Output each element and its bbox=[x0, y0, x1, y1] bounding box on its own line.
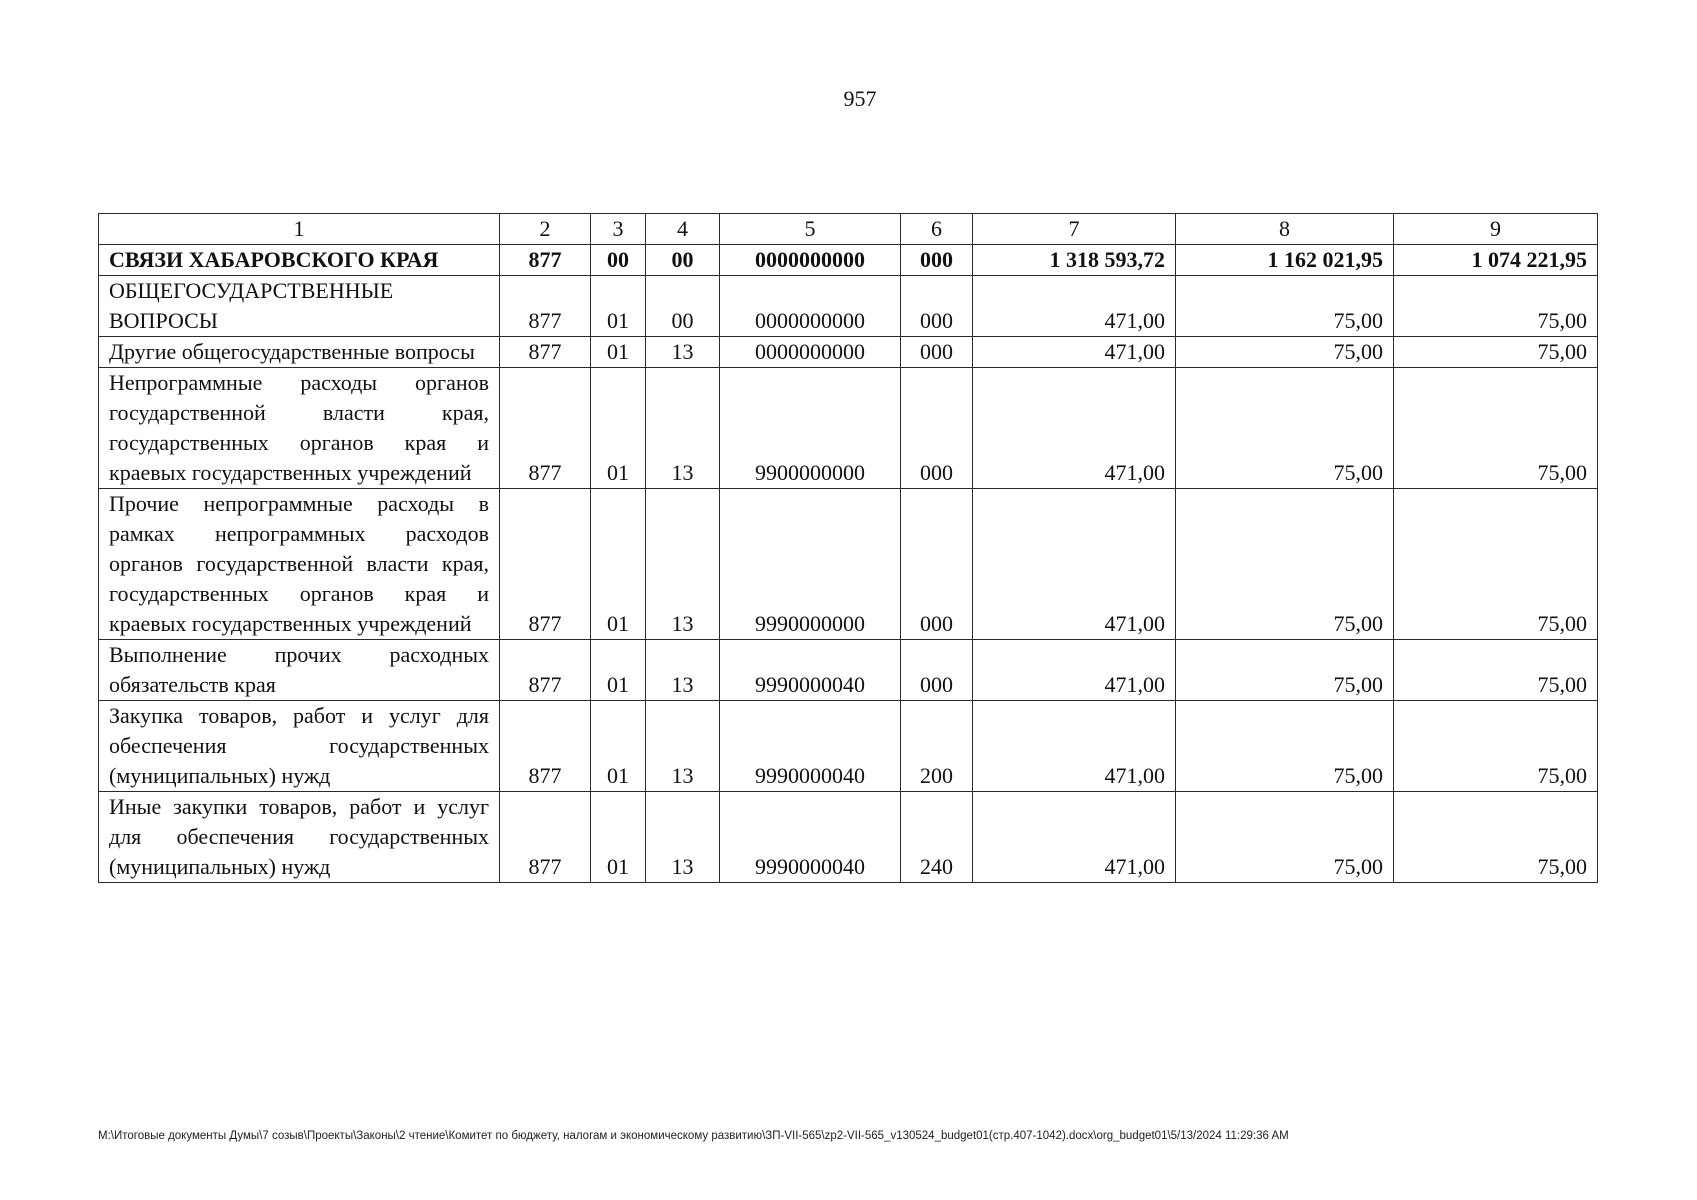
table-row bbox=[99, 701, 1598, 792]
table-row bbox=[99, 640, 1598, 701]
target-article-cell: 0000000000 bbox=[720, 337, 901, 368]
subsection-code-cell: 13 bbox=[646, 792, 720, 883]
amount-col8-cell: 75,00 bbox=[1176, 337, 1394, 368]
ministry-code-cell: 877 bbox=[500, 368, 591, 489]
page-number: 957 bbox=[843, 86, 877, 111]
amount-col7-cell: 471,00 bbox=[973, 489, 1176, 640]
amount-col9-cell: 75,00 bbox=[1394, 337, 1598, 368]
amount-col9-cell: 75,00 bbox=[1394, 489, 1598, 640]
table-row bbox=[99, 792, 1598, 883]
column-header: 4 bbox=[646, 214, 720, 245]
amount-col7-cell: 471,00 bbox=[973, 276, 1176, 337]
item-name-cell: Прочие непрограммные расходы в рамках непрограммных расходов органов государственной власти края, государственных органов края и краевых государственных учреждений bbox=[99, 489, 500, 640]
target-article-cell: 9990000040 bbox=[720, 792, 901, 883]
column-header: 7 bbox=[973, 214, 1176, 245]
expense-type-cell: 000 bbox=[901, 640, 973, 701]
target-article-cell: 9990000000 bbox=[720, 489, 901, 640]
amount-col9-cell: 75,00 bbox=[1394, 701, 1598, 792]
section-code-cell: 01 bbox=[591, 701, 646, 792]
expense-type-cell: 240 bbox=[901, 792, 973, 883]
column-header: 6 bbox=[901, 214, 973, 245]
ministry-code-cell: 877 bbox=[500, 245, 591, 276]
document-path-footer: M:\Итоговые документы Думы\7 созыв\Проекты\Законы\2 чтение\Комитет по бюджету, налогам и экономическому развитию\ЗП-VII-565\zp2-VII-565_v130524_budget01(стр.407-1042).docx\org_budget01\5/13/2024 11:29:36 AM bbox=[98, 1130, 1289, 1142]
amount-col7-cell: 471,00 bbox=[973, 640, 1176, 701]
table-row bbox=[99, 337, 1598, 368]
amount-col8-cell: 75,00 bbox=[1176, 640, 1394, 701]
table-row bbox=[99, 368, 1598, 489]
target-article-cell: 9900000000 bbox=[720, 368, 901, 489]
expense-type-cell: 000 bbox=[901, 489, 973, 640]
amount-col9-cell: 75,00 bbox=[1394, 640, 1598, 701]
column-header: 3 bbox=[591, 214, 646, 245]
subsection-code-cell: 13 bbox=[646, 337, 720, 368]
target-article-cell: 9990000040 bbox=[720, 701, 901, 792]
amount-col8-cell: 75,00 bbox=[1176, 701, 1394, 792]
section-code-cell: 01 bbox=[591, 368, 646, 489]
subsection-code-cell: 13 bbox=[646, 489, 720, 640]
item-name-cell: Иные закупки товаров, работ и услуг для обеспечения государственных (муниципальных) нужд bbox=[99, 792, 500, 883]
target-article-cell: 0000000000 bbox=[720, 276, 901, 337]
subsection-code-cell: 13 bbox=[646, 640, 720, 701]
item-name-cell: СВЯЗИ ХАБАРОВСКОГО КРАЯ bbox=[99, 245, 500, 276]
amount-col9-cell: 1 074 221,95 bbox=[1394, 245, 1598, 276]
amount-col9-cell: 75,00 bbox=[1394, 368, 1598, 489]
section-code-cell: 01 bbox=[591, 640, 646, 701]
amount-col8-cell: 75,00 bbox=[1176, 489, 1394, 640]
subsection-code-cell: 13 bbox=[646, 368, 720, 489]
expense-type-cell: 000 bbox=[901, 276, 973, 337]
column-header: 1 bbox=[99, 214, 500, 245]
section-code-cell: 01 bbox=[591, 276, 646, 337]
amount-col7-cell: 471,00 bbox=[973, 337, 1176, 368]
amount-col7-cell: 471,00 bbox=[973, 701, 1176, 792]
budget-table bbox=[98, 213, 1598, 883]
ministry-code-cell: 877 bbox=[500, 640, 591, 701]
ministry-code-cell: 877 bbox=[500, 337, 591, 368]
subsection-code-cell: 00 bbox=[646, 245, 720, 276]
expense-type-cell: 000 bbox=[901, 337, 973, 368]
section-code-cell: 01 bbox=[591, 337, 646, 368]
column-header: 9 bbox=[1394, 214, 1598, 245]
section-code-cell: 00 bbox=[591, 245, 646, 276]
amount-col8-cell: 75,00 bbox=[1176, 276, 1394, 337]
column-header: 5 bbox=[720, 214, 901, 245]
ministry-code-cell: 877 bbox=[500, 701, 591, 792]
amount-col7-cell: 1 318 593,72 bbox=[973, 245, 1176, 276]
target-article-cell: 9990000040 bbox=[720, 640, 901, 701]
section-code-cell: 01 bbox=[591, 792, 646, 883]
amount-col8-cell: 75,00 bbox=[1176, 368, 1394, 489]
item-name-cell: Выполнение прочих расходных обязательств края bbox=[99, 640, 500, 701]
column-number-row bbox=[99, 214, 1598, 245]
subsection-code-cell: 13 bbox=[646, 701, 720, 792]
expense-type-cell: 200 bbox=[901, 701, 973, 792]
expense-type-cell: 000 bbox=[901, 245, 973, 276]
amount-col8-cell: 75,00 bbox=[1176, 792, 1394, 883]
amount-col7-cell: 471,00 bbox=[973, 368, 1176, 489]
table-row bbox=[99, 489, 1598, 640]
item-name-cell: Непрограммные расходы органов государственной власти края, государственных органов края и краевых государственных учреждений bbox=[99, 368, 500, 489]
table-row bbox=[99, 276, 1598, 337]
target-article-cell: 0000000000 bbox=[720, 245, 901, 276]
expense-type-cell: 000 bbox=[901, 368, 973, 489]
table-row bbox=[99, 245, 1598, 276]
amount-col8-cell: 1 162 021,95 bbox=[1176, 245, 1394, 276]
amount-col9-cell: 75,00 bbox=[1394, 792, 1598, 883]
column-header: 2 bbox=[500, 214, 591, 245]
ministry-code-cell: 877 bbox=[500, 792, 591, 883]
ministry-code-cell: 877 bbox=[500, 276, 591, 337]
column-header: 8 bbox=[1176, 214, 1394, 245]
amount-col7-cell: 471,00 bbox=[973, 792, 1176, 883]
ministry-code-cell: 877 bbox=[500, 489, 591, 640]
section-code-cell: 01 bbox=[591, 489, 646, 640]
item-name-cell: ОБЩЕГОСУДАРСТВЕННЫЕ ВОПРОСЫ bbox=[99, 276, 500, 337]
item-name-cell: Закупка товаров, работ и услуг для обеспечения государственных (муниципальных) нужд bbox=[99, 701, 500, 792]
subsection-code-cell: 00 bbox=[646, 276, 720, 337]
item-name-cell: Другие общегосударственные вопросы bbox=[99, 337, 500, 368]
amount-col9-cell: 75,00 bbox=[1394, 276, 1598, 337]
